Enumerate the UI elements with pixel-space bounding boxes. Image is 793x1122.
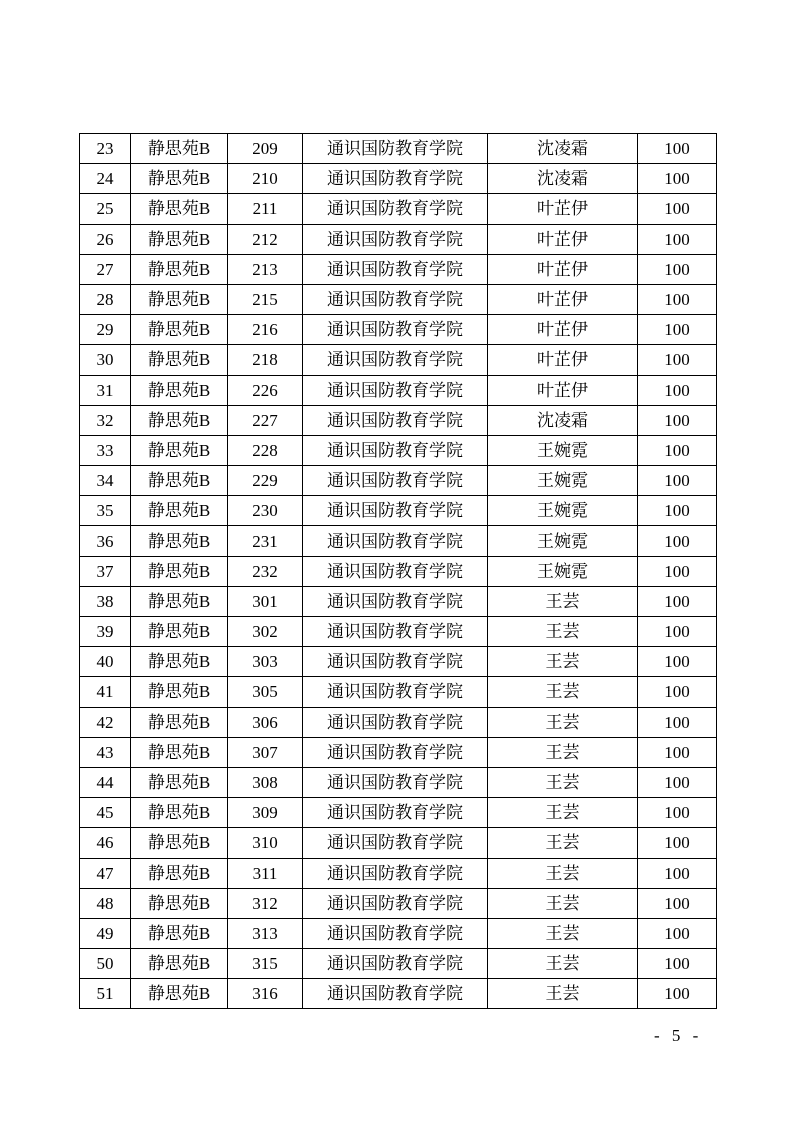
college-cell: 通识国防教育学院 [303,164,488,194]
row-number-cell: 39 [80,617,131,647]
room-number-cell: 216 [228,315,303,345]
row-number-cell: 40 [80,647,131,677]
room-number-cell: 209 [228,134,303,164]
college-cell: 通识国防教育学院 [303,375,488,405]
score-cell: 100 [638,435,717,465]
row-number-cell: 50 [80,949,131,979]
score-cell: 100 [638,254,717,284]
college-cell: 通识国防教育学院 [303,315,488,345]
college-cell: 通识国防教育学院 [303,405,488,435]
score-cell: 100 [638,526,717,556]
college-cell: 通识国防教育学院 [303,647,488,677]
score-cell: 100 [638,284,717,314]
score-cell: 100 [638,405,717,435]
table-row [80,496,717,526]
room-number-cell: 308 [228,767,303,797]
room-number-cell: 230 [228,496,303,526]
table-row [80,858,717,888]
college-cell: 通识国防教育学院 [303,737,488,767]
inspector-name-cell: 沈凌霜 [488,405,638,435]
table-row [80,798,717,828]
inspector-name-cell: 王芸 [488,586,638,616]
score-cell: 100 [638,737,717,767]
building-cell: 静思苑B [131,707,228,737]
table-row [80,888,717,918]
row-number-cell: 35 [80,496,131,526]
college-cell: 通识国防教育学院 [303,194,488,224]
score-cell: 100 [638,647,717,677]
room-number-cell: 311 [228,858,303,888]
room-number-cell: 211 [228,194,303,224]
score-cell: 100 [638,375,717,405]
building-cell: 静思苑B [131,224,228,254]
room-number-cell: 213 [228,254,303,284]
table-row [80,949,717,979]
inspector-name-cell: 王芸 [488,918,638,948]
score-cell: 100 [638,164,717,194]
table-row [80,526,717,556]
room-number-cell: 303 [228,647,303,677]
score-cell: 100 [638,918,717,948]
room-number-cell: 305 [228,677,303,707]
room-number-cell: 310 [228,828,303,858]
building-cell: 静思苑B [131,888,228,918]
inspector-name-cell: 王婉霓 [488,466,638,496]
table-row [80,586,717,616]
row-number-cell: 48 [80,888,131,918]
row-number-cell: 30 [80,345,131,375]
score-cell: 100 [638,767,717,797]
building-cell: 静思苑B [131,405,228,435]
room-number-cell: 218 [228,345,303,375]
room-number-cell: 306 [228,707,303,737]
page-number: - 5 - [654,1026,703,1045]
room-number-cell: 227 [228,405,303,435]
row-number-cell: 23 [80,134,131,164]
inspector-name-cell: 王芸 [488,828,638,858]
inspector-name-cell: 叶芷伊 [488,254,638,284]
inspector-name-cell: 王芸 [488,737,638,767]
room-number-cell: 210 [228,164,303,194]
table-row [80,707,717,737]
table-row [80,435,717,465]
row-number-cell: 44 [80,767,131,797]
row-number-cell: 43 [80,737,131,767]
inspector-name-cell: 王芸 [488,949,638,979]
inspector-name-cell: 王芸 [488,798,638,828]
building-cell: 静思苑B [131,375,228,405]
table-row [80,677,717,707]
inspector-name-cell: 叶芷伊 [488,224,638,254]
building-cell: 静思苑B [131,979,228,1009]
building-cell: 静思苑B [131,647,228,677]
room-number-cell: 309 [228,798,303,828]
room-number-cell: 232 [228,556,303,586]
table-row [80,284,717,314]
building-cell: 静思苑B [131,254,228,284]
college-cell: 通识国防教育学院 [303,979,488,1009]
inspector-name-cell: 叶芷伊 [488,284,638,314]
row-number-cell: 47 [80,858,131,888]
score-cell: 100 [638,466,717,496]
table-row [80,979,717,1009]
building-cell: 静思苑B [131,164,228,194]
building-cell: 静思苑B [131,828,228,858]
college-cell: 通识国防教育学院 [303,949,488,979]
building-cell: 静思苑B [131,798,228,828]
room-number-cell: 301 [228,586,303,616]
score-cell: 100 [638,586,717,616]
score-cell: 100 [638,979,717,1009]
row-number-cell: 29 [80,315,131,345]
building-cell: 静思苑B [131,949,228,979]
row-number-cell: 32 [80,405,131,435]
row-number-cell: 38 [80,586,131,616]
table-row [80,315,717,345]
building-cell: 静思苑B [131,194,228,224]
building-cell: 静思苑B [131,677,228,707]
college-cell: 通识国防教育学院 [303,254,488,284]
row-number-cell: 49 [80,918,131,948]
building-cell: 静思苑B [131,496,228,526]
row-number-cell: 41 [80,677,131,707]
college-cell: 通识国防教育学院 [303,828,488,858]
row-number-cell: 36 [80,526,131,556]
building-cell: 静思苑B [131,617,228,647]
inspector-name-cell: 王芸 [488,707,638,737]
college-cell: 通识国防教育学院 [303,556,488,586]
inspector-name-cell: 王芸 [488,858,638,888]
building-cell: 静思苑B [131,586,228,616]
college-cell: 通识国防教育学院 [303,767,488,797]
building-cell: 静思苑B [131,345,228,375]
score-cell: 100 [638,707,717,737]
score-cell: 100 [638,617,717,647]
inspector-name-cell: 沈凌霜 [488,134,638,164]
room-number-cell: 307 [228,737,303,767]
table-row [80,134,717,164]
score-cell: 100 [638,888,717,918]
college-cell: 通识国防教育学院 [303,918,488,948]
inspector-name-cell: 沈凌霜 [488,164,638,194]
score-cell: 100 [638,134,717,164]
building-cell: 静思苑B [131,526,228,556]
table-row [80,405,717,435]
building-cell: 静思苑B [131,134,228,164]
inspector-name-cell: 王婉霓 [488,526,638,556]
inspector-name-cell: 王婉霓 [488,435,638,465]
college-cell: 通识国防教育学院 [303,284,488,314]
college-cell: 通识国防教育学院 [303,435,488,465]
table-row [80,737,717,767]
row-number-cell: 24 [80,164,131,194]
room-number-cell: 313 [228,918,303,948]
table-row [80,466,717,496]
college-cell: 通识国防教育学院 [303,858,488,888]
inspector-name-cell: 王芸 [488,677,638,707]
room-number-cell: 215 [228,284,303,314]
table-row [80,345,717,375]
score-cell: 100 [638,858,717,888]
table-row [80,617,717,647]
dormitory-score-table [79,133,717,1009]
college-cell: 通识国防教育学院 [303,496,488,526]
college-cell: 通识国防教育学院 [303,586,488,616]
room-number-cell: 315 [228,949,303,979]
college-cell: 通识国防教育学院 [303,345,488,375]
inspector-name-cell: 叶芷伊 [488,315,638,345]
row-number-cell: 42 [80,707,131,737]
score-cell: 100 [638,798,717,828]
college-cell: 通识国防教育学院 [303,466,488,496]
building-cell: 静思苑B [131,858,228,888]
college-cell: 通识国防教育学院 [303,617,488,647]
row-number-cell: 34 [80,466,131,496]
inspector-name-cell: 王婉霓 [488,556,638,586]
inspector-name-cell: 叶芷伊 [488,345,638,375]
table-row [80,194,717,224]
score-cell: 100 [638,556,717,586]
table-row [80,164,717,194]
table-row [80,375,717,405]
room-number-cell: 212 [228,224,303,254]
inspector-name-cell: 叶芷伊 [488,375,638,405]
row-number-cell: 25 [80,194,131,224]
inspector-name-cell: 王芸 [488,888,638,918]
score-cell: 100 [638,315,717,345]
row-number-cell: 33 [80,435,131,465]
table-row [80,224,717,254]
table-body [80,134,717,1009]
table-row [80,556,717,586]
college-cell: 通识国防教育学院 [303,888,488,918]
room-number-cell: 312 [228,888,303,918]
row-number-cell: 37 [80,556,131,586]
score-cell: 100 [638,224,717,254]
score-cell: 100 [638,949,717,979]
college-cell: 通识国防教育学院 [303,526,488,556]
row-number-cell: 26 [80,224,131,254]
row-number-cell: 27 [80,254,131,284]
building-cell: 静思苑B [131,466,228,496]
table-row [80,254,717,284]
building-cell: 静思苑B [131,918,228,948]
college-cell: 通识国防教育学院 [303,224,488,254]
inspector-name-cell: 王芸 [488,767,638,797]
row-number-cell: 51 [80,979,131,1009]
room-number-cell: 229 [228,466,303,496]
room-number-cell: 231 [228,526,303,556]
row-number-cell: 28 [80,284,131,314]
building-cell: 静思苑B [131,737,228,767]
score-cell: 100 [638,828,717,858]
college-cell: 通识国防教育学院 [303,134,488,164]
room-number-cell: 302 [228,617,303,647]
score-cell: 100 [638,194,717,224]
college-cell: 通识国防教育学院 [303,707,488,737]
score-cell: 100 [638,345,717,375]
room-number-cell: 228 [228,435,303,465]
room-number-cell: 316 [228,979,303,1009]
row-number-cell: 31 [80,375,131,405]
table-row [80,828,717,858]
college-cell: 通识国防教育学院 [303,798,488,828]
table-row [80,647,717,677]
inspector-name-cell: 叶芷伊 [488,194,638,224]
table-row [80,918,717,948]
building-cell: 静思苑B [131,284,228,314]
building-cell: 静思苑B [131,556,228,586]
college-cell: 通识国防教育学院 [303,677,488,707]
inspector-name-cell: 王婉霓 [488,496,638,526]
dormitory-score-table-container [79,133,716,1009]
table-row [80,767,717,797]
score-cell: 100 [638,677,717,707]
building-cell: 静思苑B [131,315,228,345]
row-number-cell: 46 [80,828,131,858]
building-cell: 静思苑B [131,767,228,797]
row-number-cell: 45 [80,798,131,828]
room-number-cell: 226 [228,375,303,405]
score-cell: 100 [638,496,717,526]
building-cell: 静思苑B [131,435,228,465]
inspector-name-cell: 王芸 [488,979,638,1009]
inspector-name-cell: 王芸 [488,617,638,647]
inspector-name-cell: 王芸 [488,647,638,677]
